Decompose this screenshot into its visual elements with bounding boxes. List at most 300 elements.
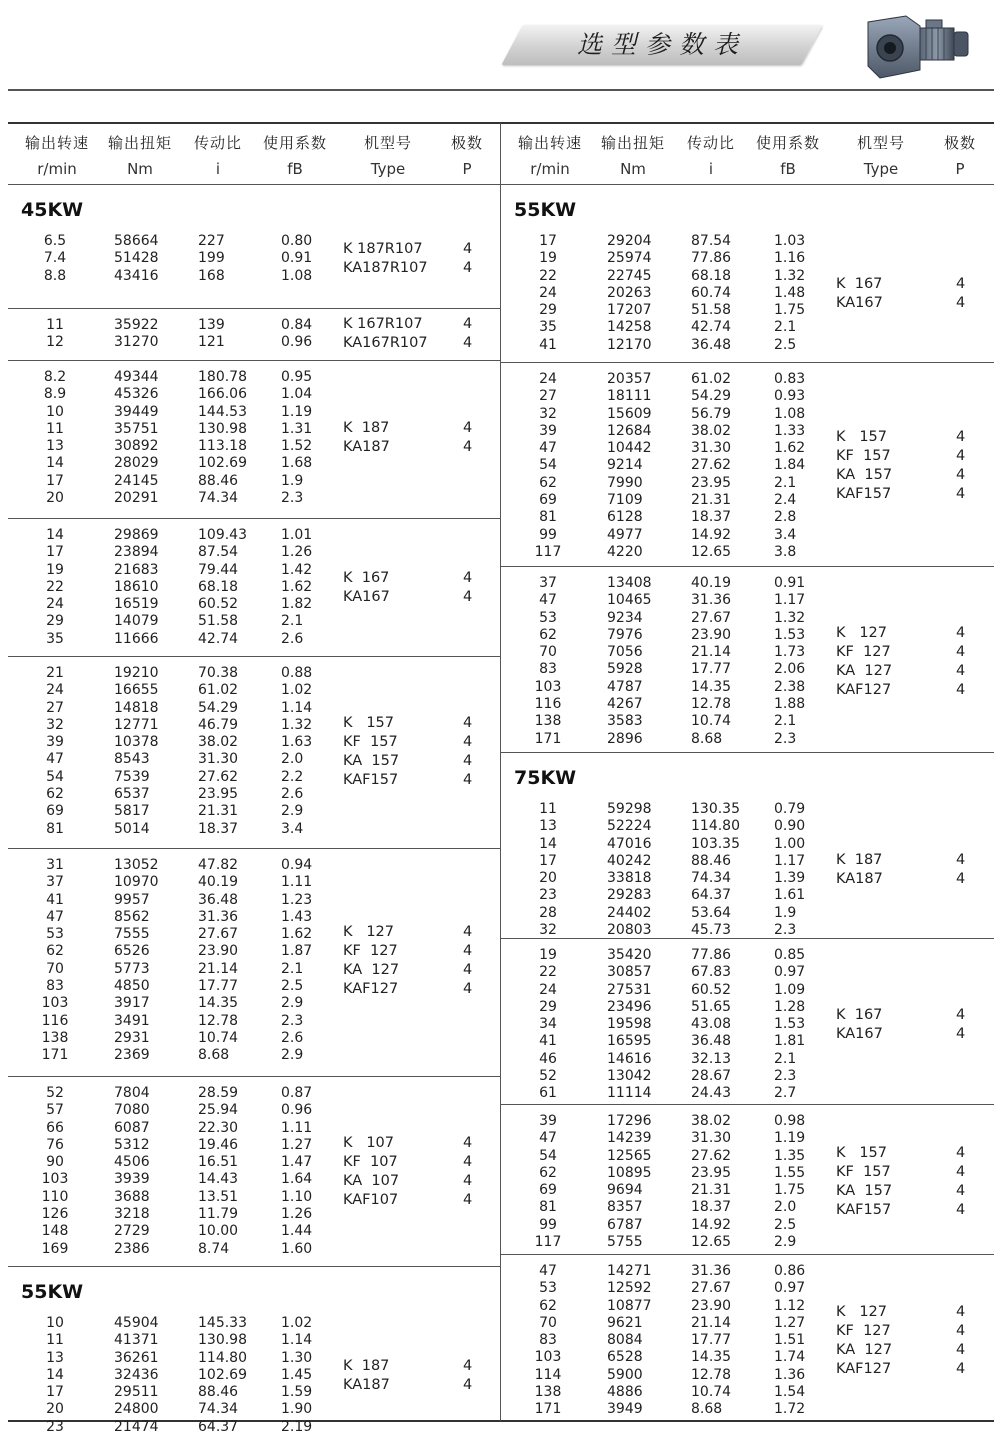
ratio: 10.00 <box>198 1223 239 1240</box>
table-row <box>8 821 500 838</box>
model-type: KA167 <box>836 1025 883 1042</box>
table-row <box>501 922 994 939</box>
output-torque: 10378 <box>114 734 159 751</box>
type-list <box>8 1134 500 1210</box>
ratio: 38.02 <box>691 1113 732 1129</box>
output-speed: 10 <box>46 1315 64 1331</box>
output-speed: 53 <box>539 1280 557 1297</box>
pole-count: 4 <box>956 1006 966 1023</box>
output-torque: 3218 <box>114 1206 150 1223</box>
table-row <box>501 509 994 526</box>
ratio: 10.74 <box>691 713 732 730</box>
ratio: 227 <box>198 233 225 249</box>
output-speed: 117 <box>534 543 562 560</box>
table-row <box>501 406 994 423</box>
ratio: 88.46 <box>691 852 732 869</box>
ratio: 28.67 <box>691 1068 732 1085</box>
output-speed: 21 <box>46 665 64 681</box>
service-factor: 1.75 <box>774 1182 806 1199</box>
table-row <box>501 527 994 544</box>
service-factor: 1.04 <box>281 386 313 403</box>
power-heading: 75KW <box>514 767 577 789</box>
output-speed: 117 <box>534 1234 562 1251</box>
output-torque: 3688 <box>114 1188 150 1205</box>
output-speed: 23 <box>46 1418 64 1435</box>
output-speed: 76 <box>46 1136 64 1153</box>
model-type: KF 157 <box>836 448 891 465</box>
pole-count: 4 <box>956 1202 966 1219</box>
output-torque: 10970 <box>114 874 159 891</box>
model-type: KAF127 <box>836 1360 892 1377</box>
service-factor: 1.72 <box>774 1401 806 1418</box>
output-speed: 31 <box>46 857 64 873</box>
service-factor: 1.26 <box>281 544 313 561</box>
model-type: KA187R107 <box>343 259 428 276</box>
output-speed: 171 <box>534 1401 562 1418</box>
output-torque: 25974 <box>607 250 652 267</box>
type-row <box>8 569 500 588</box>
model-type: KAF157 <box>836 1202 892 1219</box>
output-torque: 16595 <box>607 1033 652 1050</box>
output-speed: 34 <box>539 1016 557 1033</box>
output-torque: 28029 <box>114 455 159 472</box>
column-unit: Type <box>863 160 899 178</box>
output-torque: 3583 <box>607 713 643 730</box>
type-row <box>8 1188 500 1210</box>
output-torque: 23894 <box>114 544 159 561</box>
model-type: K 157 <box>836 429 888 446</box>
service-factor: 2.5 <box>281 978 304 995</box>
model-group <box>501 1105 994 1255</box>
service-factor: 2.9 <box>774 1234 797 1251</box>
ratio: 51.58 <box>691 302 732 319</box>
type-row <box>8 1153 500 1172</box>
ratio: 14.35 <box>691 1349 732 1366</box>
output-torque: 2729 <box>114 1223 150 1240</box>
model-type: KF 157 <box>343 733 398 750</box>
output-torque: 22745 <box>607 267 652 284</box>
output-speed: 11 <box>539 801 557 817</box>
service-factor: 0.91 <box>774 575 806 591</box>
service-factor: 1.14 <box>281 1332 313 1349</box>
service-factor: 2.38 <box>774 678 806 695</box>
service-factor: 1.14 <box>281 699 313 716</box>
pole-count: 4 <box>463 259 473 276</box>
column-header: 输出转速 <box>517 134 582 152</box>
type-list <box>501 428 994 504</box>
type-row <box>8 733 500 752</box>
service-factor: 1.88 <box>774 696 806 713</box>
output-speed: 24 <box>539 371 557 387</box>
header-row-en <box>8 156 500 182</box>
output-torque: 5755 <box>607 1234 643 1251</box>
service-factor: 2.3 <box>774 922 797 939</box>
model-type: K 167R107 <box>343 316 423 333</box>
ratio: 10.74 <box>198 1029 239 1046</box>
output-torque: 10877 <box>607 1297 652 1314</box>
output-speed: 70 <box>539 644 557 661</box>
ratio: 70.38 <box>198 665 239 681</box>
table-row <box>8 1401 500 1418</box>
pole-count: 4 <box>956 1025 966 1042</box>
table-row <box>8 1315 500 1332</box>
table-row <box>501 1113 994 1130</box>
table-header <box>501 124 994 185</box>
ratio: 79.44 <box>198 561 239 578</box>
column-unit: Type <box>370 160 406 178</box>
table-row <box>8 455 500 472</box>
output-torque: 4977 <box>607 526 643 543</box>
service-factor: 2.3 <box>281 490 304 507</box>
output-torque: 24800 <box>114 1401 159 1418</box>
service-factor: 1.16 <box>774 250 806 267</box>
table-row <box>501 1263 994 1280</box>
type-list <box>501 1303 994 1379</box>
output-speed: 138 <box>534 1384 562 1401</box>
table-row <box>8 803 500 820</box>
pole-count: 4 <box>463 420 473 437</box>
output-speed: 47 <box>539 592 557 609</box>
column-unit: P <box>462 160 472 178</box>
ratio: 42.74 <box>198 630 239 647</box>
type-list <box>8 569 500 607</box>
output-torque: 45326 <box>114 386 159 403</box>
service-factor: 1.60 <box>281 1240 313 1257</box>
output-speed: 37 <box>46 874 64 891</box>
table-row <box>8 1419 500 1436</box>
pole-count: 4 <box>956 1322 966 1339</box>
output-torque: 30892 <box>114 438 159 455</box>
service-factor: 1.19 <box>774 1130 806 1147</box>
model-type: K 157 <box>836 1145 888 1162</box>
output-torque: 9621 <box>607 1314 643 1331</box>
model-type: KAF127 <box>836 681 892 698</box>
output-torque: 29511 <box>114 1384 159 1401</box>
ratio: 51.58 <box>198 613 239 630</box>
type-row <box>501 447 994 466</box>
table-row <box>8 631 500 648</box>
output-torque: 18610 <box>114 578 159 595</box>
output-torque: 2931 <box>114 1029 150 1046</box>
model-type: KA187 <box>343 439 390 456</box>
ratio: 61.02 <box>691 371 732 387</box>
model-type: KA 107 <box>343 1172 400 1189</box>
ratio: 74.34 <box>691 870 732 887</box>
output-speed: 103 <box>534 678 562 695</box>
type-row <box>8 1357 500 1376</box>
ratio: 56.79 <box>691 405 732 422</box>
ratio: 145.33 <box>198 1315 247 1331</box>
type-row <box>501 662 994 681</box>
power-heading: 55KW <box>514 199 577 221</box>
ratio: 180.78 <box>198 369 247 385</box>
column-header: 传动比 <box>686 134 735 152</box>
model-type: K 107 <box>343 1134 395 1151</box>
type-row <box>8 714 500 733</box>
service-factor: 2.6 <box>281 1029 304 1046</box>
service-factor: 1.48 <box>774 284 806 301</box>
model-group <box>8 185 500 309</box>
ratio: 199 <box>198 250 225 267</box>
ratio: 32.13 <box>691 1050 732 1067</box>
output-torque: 8357 <box>607 1199 643 1216</box>
ratio: 12.78 <box>691 696 732 713</box>
output-speed: 11 <box>46 420 64 437</box>
ratio: 47.82 <box>198 857 239 873</box>
table-row <box>501 731 994 748</box>
service-factor: 1.35 <box>774 1147 806 1164</box>
ratio: 64.37 <box>198 1418 239 1435</box>
type-row <box>8 942 500 961</box>
type-row <box>501 1360 994 1379</box>
ratio: 17.77 <box>691 661 732 678</box>
output-torque: 6537 <box>114 786 150 803</box>
output-speed: 14 <box>46 455 64 472</box>
ratio: 23.95 <box>691 474 732 491</box>
ratio: 14.43 <box>198 1171 239 1188</box>
service-factor: 1.62 <box>281 578 313 595</box>
service-factor: 1.12 <box>774 1297 806 1314</box>
column-unit: fB <box>287 160 303 178</box>
table-row <box>501 801 994 818</box>
ratio: 27.62 <box>691 1147 732 1164</box>
output-torque: 21474 <box>114 1418 159 1435</box>
output-speed: 53 <box>46 926 64 943</box>
column-header: 使用系数 <box>755 134 820 152</box>
table-row <box>501 319 994 336</box>
output-torque: 40242 <box>607 852 652 869</box>
output-speed: 171 <box>41 1047 69 1064</box>
type-row <box>501 294 994 313</box>
table-row <box>501 575 994 592</box>
column-header: 输出转速 <box>24 134 89 152</box>
output-torque: 21683 <box>114 561 159 578</box>
output-torque: 7976 <box>607 626 643 643</box>
column-header: 输出扭矩 <box>600 134 665 152</box>
output-torque: 6087 <box>114 1119 150 1136</box>
ratio: 12.78 <box>691 1366 732 1383</box>
service-factor: 0.87 <box>281 1085 313 1101</box>
output-torque: 12771 <box>114 716 159 733</box>
output-speed: 61 <box>539 1085 557 1102</box>
ratio: 103.35 <box>691 835 740 852</box>
output-speed: 103 <box>41 1171 69 1188</box>
output-speed: 24 <box>46 596 64 613</box>
service-factor: 1.90 <box>281 1401 313 1418</box>
output-speed: 22 <box>539 964 557 981</box>
service-factor: 2.1 <box>281 613 304 630</box>
type-list <box>8 923 500 999</box>
table-row <box>501 964 994 981</box>
pole-count: 4 <box>463 316 473 333</box>
type-list <box>501 275 994 313</box>
service-factor: 2.4 <box>774 492 797 509</box>
output-speed: 20 <box>46 490 64 507</box>
model-type: KA167R107 <box>343 335 428 352</box>
header-row-en <box>501 156 994 182</box>
output-speed: 7.4 <box>43 250 67 267</box>
type-list <box>8 714 500 790</box>
service-factor: 2.3 <box>774 730 797 747</box>
output-torque: 29869 <box>114 527 159 543</box>
pole-count: 4 <box>956 1303 966 1320</box>
output-speed: 41 <box>46 891 64 908</box>
output-torque: 19210 <box>114 665 159 681</box>
service-factor: 1.9 <box>281 472 304 489</box>
pole-count: 4 <box>463 752 473 769</box>
ratio: 87.54 <box>198 544 239 561</box>
ratio: 109.43 <box>198 527 247 543</box>
output-speed: 17 <box>46 1384 64 1401</box>
service-factor: 1.01 <box>281 527 313 543</box>
service-factor: 2.5 <box>774 1216 797 1233</box>
output-speed: 116 <box>534 696 562 713</box>
model-group <box>8 657 500 849</box>
output-torque: 17207 <box>607 302 652 319</box>
ratio: 43.08 <box>691 1016 732 1033</box>
ratio: 102.69 <box>198 455 247 472</box>
type-row <box>501 1322 994 1341</box>
ratio: 8.68 <box>198 1047 230 1064</box>
output-torque: 20357 <box>607 371 652 387</box>
ratio: 114.80 <box>198 1349 247 1366</box>
ratio: 23.95 <box>198 786 239 803</box>
service-factor: 1.59 <box>281 1384 313 1401</box>
table-row <box>501 544 994 561</box>
output-torque: 51428 <box>114 250 159 267</box>
table-row <box>501 233 994 250</box>
output-speed: 62 <box>539 1164 557 1181</box>
output-speed: 11 <box>46 317 64 333</box>
ratio: 88.46 <box>198 1384 239 1401</box>
model-type: K 167 <box>343 569 390 586</box>
column-header: 使用系数 <box>262 134 327 152</box>
output-torque: 6526 <box>114 943 150 960</box>
ratio: 166.06 <box>198 386 247 403</box>
output-torque: 12565 <box>607 1147 652 1164</box>
header-row-zh <box>501 130 994 156</box>
ratio: 8.68 <box>691 1401 723 1418</box>
service-factor: 1.03 <box>774 233 806 249</box>
type-row <box>8 438 500 457</box>
output-torque: 13408 <box>607 575 652 591</box>
output-speed: 41 <box>539 336 557 353</box>
pole-count: 4 <box>463 961 473 978</box>
table-row <box>501 1085 994 1102</box>
pole-count: 4 <box>956 624 966 641</box>
output-torque: 9957 <box>114 891 150 908</box>
service-factor: 1.84 <box>774 457 806 474</box>
output-speed: 19 <box>539 947 557 963</box>
service-factor: 3.4 <box>281 820 304 837</box>
ratio: 68.18 <box>691 267 732 284</box>
output-speed: 52 <box>46 1085 64 1101</box>
output-speed: 103 <box>534 1349 562 1366</box>
model-type: KF 127 <box>343 942 398 959</box>
type-row <box>501 466 994 485</box>
output-torque: 39449 <box>114 403 159 420</box>
output-speed: 46 <box>539 1050 557 1067</box>
output-torque: 4220 <box>607 543 643 560</box>
model-group <box>501 939 994 1105</box>
column-header: 机型号 <box>363 134 412 152</box>
output-torque: 5773 <box>114 960 150 977</box>
service-factor: 1.33 <box>774 422 806 439</box>
service-factor: 2.8 <box>774 509 797 526</box>
ratio: 67.83 <box>691 964 732 981</box>
service-factor: 2.5 <box>774 336 797 353</box>
output-speed: 62 <box>46 943 64 960</box>
ratio: 21.14 <box>691 1314 732 1331</box>
output-speed: 8.9 <box>43 386 67 403</box>
output-speed: 83 <box>46 978 64 995</box>
type-row <box>501 275 994 294</box>
output-torque: 10895 <box>607 1164 652 1181</box>
table-row <box>8 874 500 891</box>
type-row <box>8 419 500 438</box>
output-speed: 24 <box>539 284 557 301</box>
type-row <box>8 259 500 278</box>
output-speed: 22 <box>46 578 64 595</box>
type-row <box>501 1201 994 1220</box>
ratio: 53.64 <box>691 904 732 921</box>
service-factor: 3.4 <box>774 526 797 543</box>
output-torque: 11114 <box>607 1085 652 1102</box>
table-row <box>501 337 994 354</box>
table-row <box>8 857 500 874</box>
type-row <box>8 315 500 334</box>
output-speed: 47 <box>46 908 64 925</box>
output-torque: 59298 <box>607 801 652 817</box>
table-row <box>8 1241 500 1258</box>
model-type: K 157 <box>343 714 395 731</box>
ratio: 23.90 <box>691 1297 732 1314</box>
output-speed: 47 <box>539 1263 557 1279</box>
output-speed: 13 <box>539 818 557 835</box>
output-torque: 9234 <box>607 609 643 626</box>
output-torque: 4850 <box>114 978 150 995</box>
output-torque: 14818 <box>114 699 159 716</box>
service-factor: 2.3 <box>774 1068 797 1085</box>
table-row <box>501 1234 994 1251</box>
ratio: 27.62 <box>691 457 732 474</box>
output-speed: 41 <box>539 1033 557 1050</box>
output-speed: 53 <box>539 609 557 626</box>
output-speed: 6.5 <box>43 233 67 249</box>
pole-count: 4 <box>956 1164 966 1181</box>
output-speed: 24 <box>539 981 557 998</box>
pole-count: 4 <box>463 1172 473 1189</box>
service-factor: 1.00 <box>774 835 806 852</box>
type-row <box>501 1341 994 1360</box>
output-torque: 5014 <box>114 820 150 837</box>
table-row <box>501 1401 994 1418</box>
service-factor: 1.02 <box>281 1315 313 1331</box>
service-factor: 2.1 <box>774 1050 797 1067</box>
output-torque: 2369 <box>114 1047 150 1064</box>
service-factor: 1.63 <box>281 734 313 751</box>
output-speed: 10 <box>46 403 64 420</box>
type-row <box>501 1144 994 1163</box>
model-type: KAF107 <box>343 1191 399 1208</box>
service-factor: 1.39 <box>774 870 806 887</box>
output-speed: 90 <box>46 1154 64 1171</box>
model-type: K 127 <box>343 923 395 940</box>
model-type: KF 107 <box>343 1153 398 1170</box>
table-row <box>501 1051 994 1068</box>
ratio: 21.31 <box>691 492 732 509</box>
ratio: 27.67 <box>691 609 732 626</box>
